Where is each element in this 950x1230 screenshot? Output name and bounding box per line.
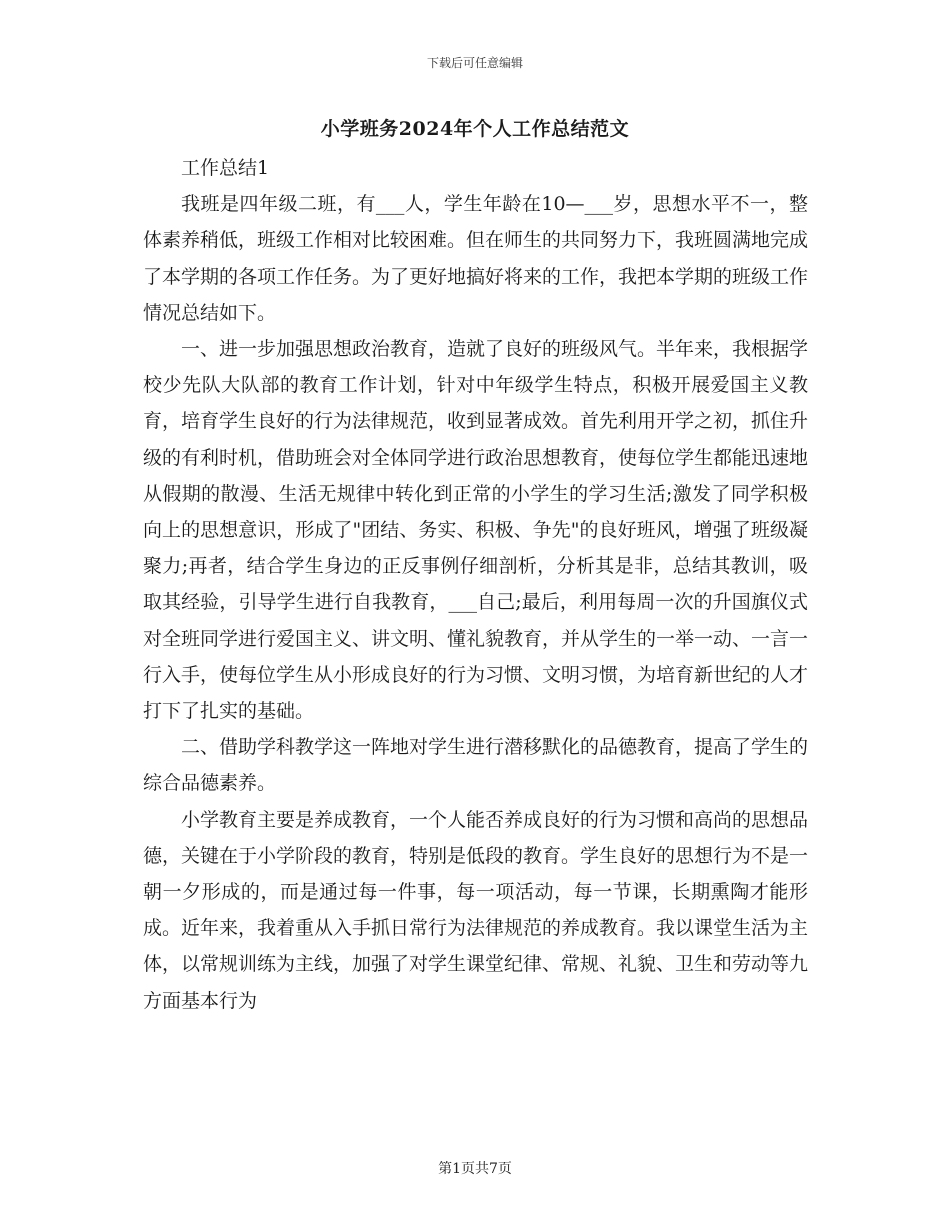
page-number: 第1页共7页 [438,1161,512,1177]
paragraph-habit-education: 小学教育主要是养成教育，一个人能否养成良好的行为习惯和高尚的思想品德，关键在于小学阶段的教育，特别是低段的教育。学生良好的思想行为不是一朝一夕形成的，而是通过每一件事，每一项活动，每一节课，长期熏陶才能形成。近年来，我着重从入手抓日常行为法律规范的养成教育。我以课堂生活为主体，以常规训练为主线，加强了对学生课堂纪律、常规、礼貌、卫生和劳动等九方面基本行为 [143,808,809,1012]
paragraph-section-two-heading: 二、借助学科教学这一阵地对学生进行潜移默化的品德教育，提高了学生的综合品德素养。 [143,736,809,795]
paragraph-section-one: 一、进一步加强思想政治教育，造就了良好的班级风气。半年来，我根据学校少先队大队部的教育工作计划，针对中年级学生特点，积极开展爱国主义教育，培育学生良好的行为法律规范，收到显著成效。首先利用开学之初，抓住升级的有利时机，借助班会对全体同学进行政治思想教育，使每位学生都能迅速地从假期的散漫、生活无规律中转化到正常的小学生的学习生活;激发了同学积极向上的思想意识，形成了"团结、务实、积极、争先"的良好班风，增强了班级凝聚力;再者，结合学生身边的正反事例仔细剖析，分析其是非，总结其教训，吸取其经验，引导学生进行自我教育，___自己;最后，利用每周一次的升国旗仪式对全班同学进行爱国主义、讲文明、懂礼貌教育，并从学生的一举一动、一言一行入手，使每位学生从小形成良好的行为习惯、文明习惯，为培育新世纪的人才打下了扎实的基础。 [143,338,809,723]
paragraph-intro: 我班是四年级二班，有___人，学生年龄在10—___岁，思想水平不一，整体素养稍低，班级工作相对比较困难。但在师生的共同努力下，我班圆满地完成了本学期的各项工作任务。为了更好地搞好将来的工作，我把本学期的班级工作情况总结如下。 [143,193,809,324]
document-title: 小学班务2024年个人工作总结范文 [320,118,630,140]
header-note: 下载后可任意编辑 [426,56,523,70]
document-body [143,150,808,1019]
section-heading: 工作总结1 [181,157,270,179]
